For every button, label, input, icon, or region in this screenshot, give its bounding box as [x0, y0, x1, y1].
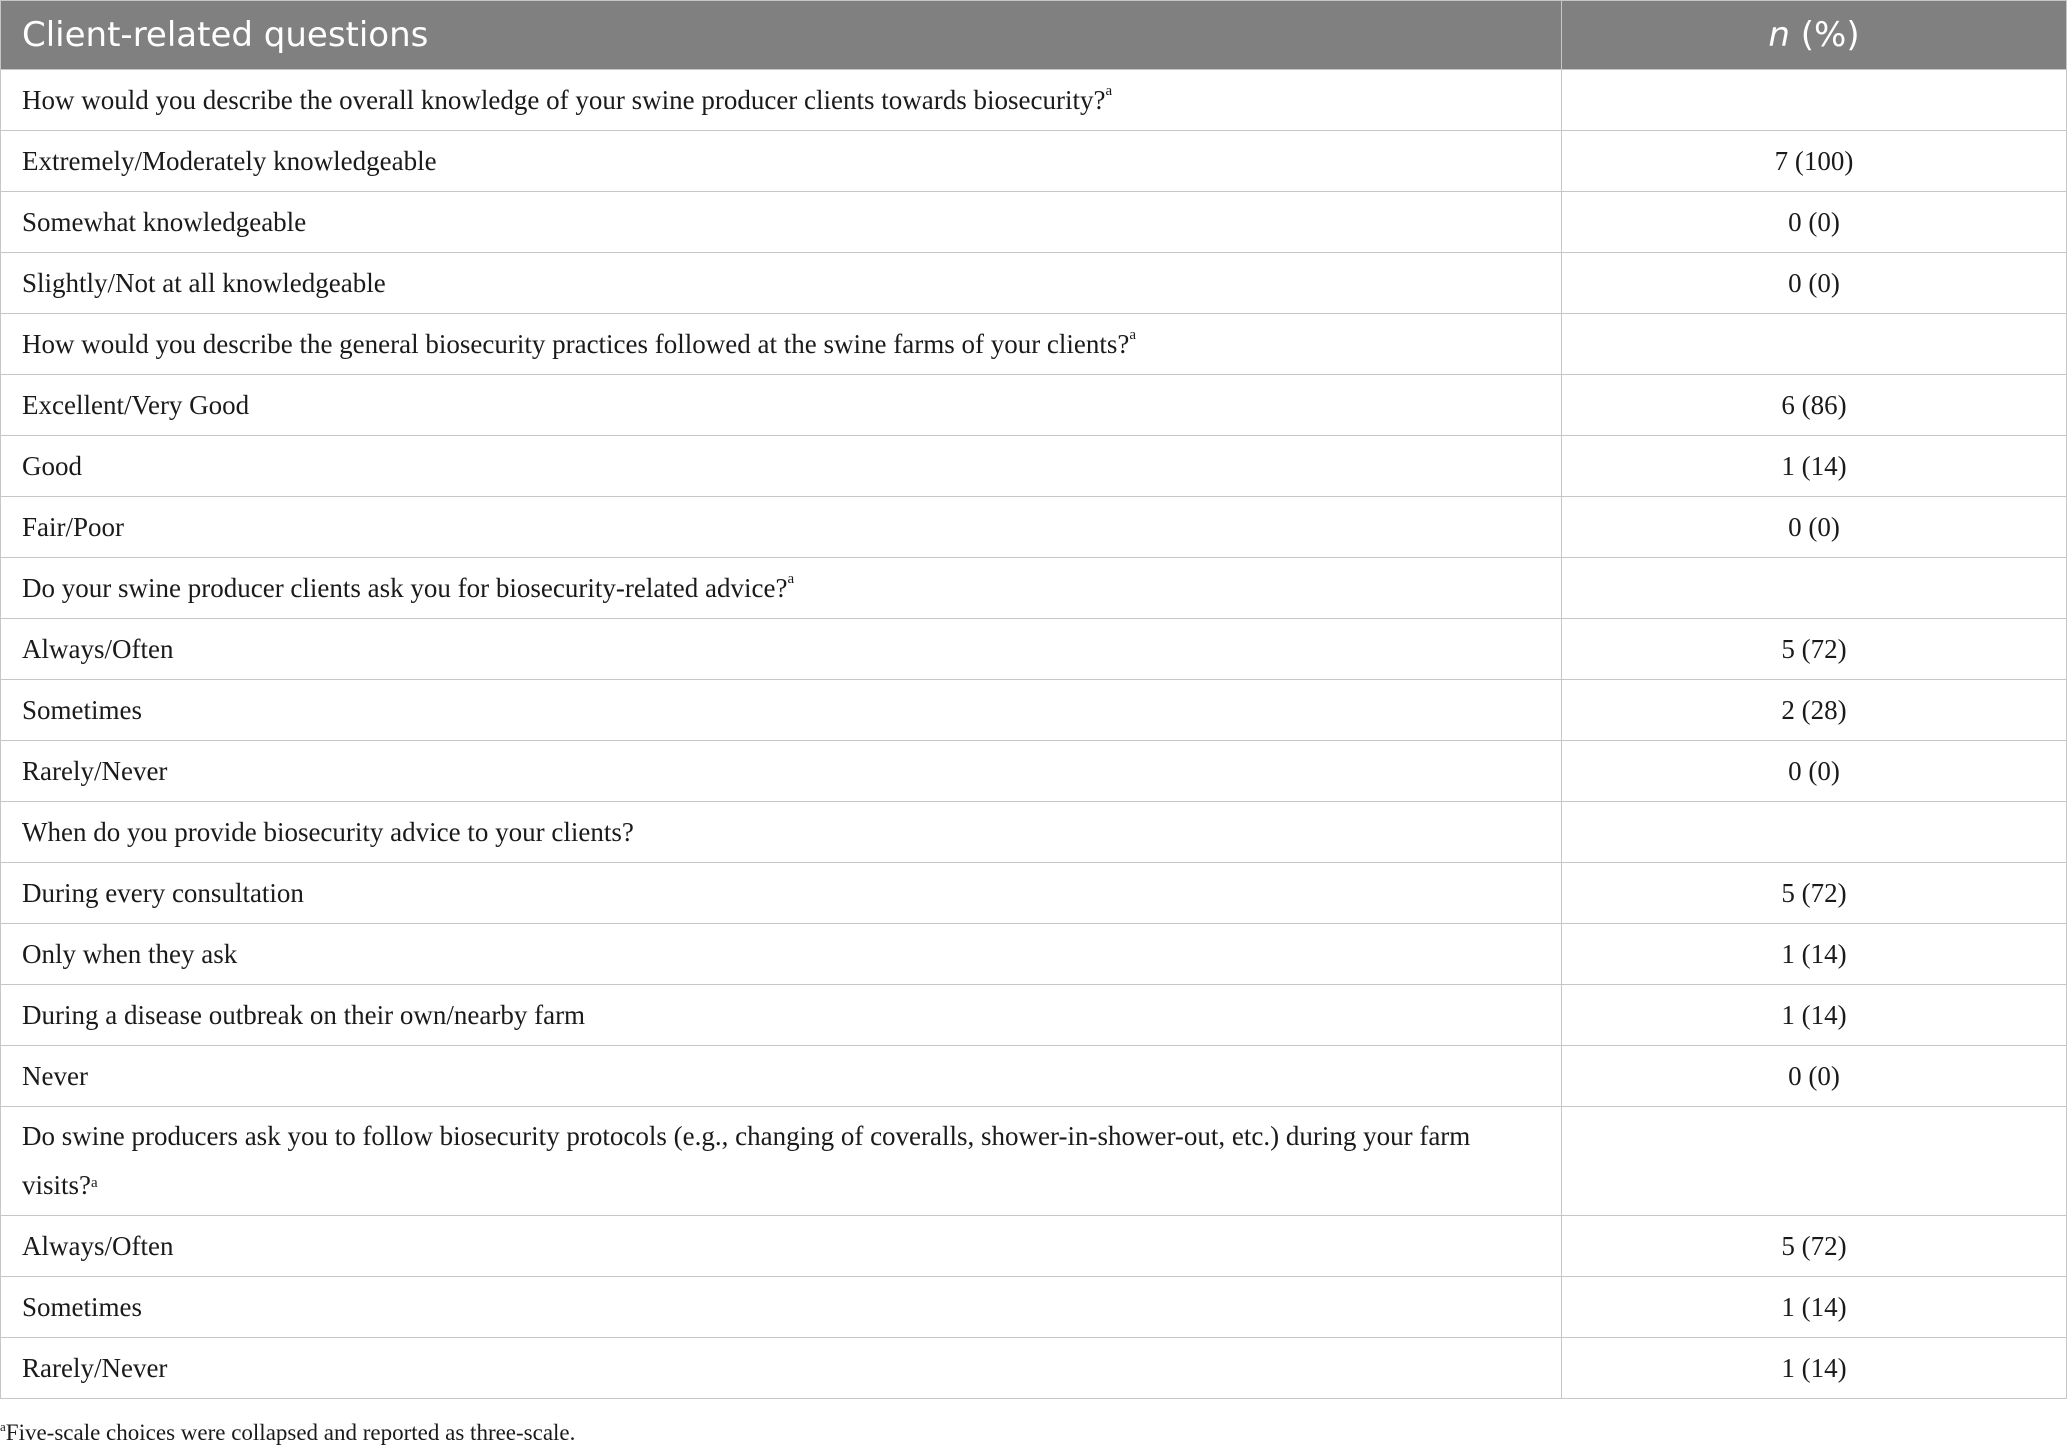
- row-label-cell: [1, 1277, 1562, 1338]
- row-value-cell: 1 (14): [1562, 985, 2067, 1046]
- row-label-cell: [1, 192, 1562, 253]
- row-value-cell: 1 (14): [1562, 1277, 2067, 1338]
- answer-row: [1, 924, 2067, 985]
- row-label-cell: [1, 314, 1562, 375]
- answer-row: [1, 1277, 2067, 1338]
- row-label-cell: [1, 802, 1562, 863]
- answer-row: [1, 1216, 2067, 1277]
- row-label: Only when they ask: [22, 938, 238, 969]
- answer-row: [1, 1046, 2067, 1107]
- row-label-cell: [1, 131, 1562, 192]
- answer-row: [1, 131, 2067, 192]
- row-value-cell: 1 (14): [1562, 436, 2067, 497]
- question-row: [1, 558, 2067, 619]
- n-symbol: n: [1768, 15, 1790, 55]
- row-label: Extremely/Moderately knowledgeable: [22, 145, 437, 176]
- row-value-cell: 0 (0): [1562, 253, 2067, 314]
- row-label-cell: [1, 1216, 1562, 1277]
- row-label-cell: [1, 985, 1562, 1046]
- row-label: Fair/Poor: [22, 511, 125, 542]
- row-label: During every consultation: [22, 877, 304, 908]
- answer-row: [1, 436, 2067, 497]
- answer-row: [1, 619, 2067, 680]
- row-value-cell: [1562, 802, 2067, 863]
- row-value-cell: 0 (0): [1562, 192, 2067, 253]
- answer-row: [1, 375, 2067, 436]
- row-label: Sometimes: [22, 1291, 142, 1322]
- row-value-cell: 0 (0): [1562, 1046, 2067, 1107]
- table-header: [1, 1, 2067, 70]
- question-row: [1, 314, 2067, 375]
- answer-row: [1, 1338, 2067, 1399]
- row-value-cell: 0 (0): [1562, 741, 2067, 802]
- row-value-cell: 5 (72): [1562, 1216, 2067, 1277]
- row-label-cell: [1, 70, 1562, 131]
- row-label-cell: [1, 1046, 1562, 1107]
- row-value-cell: 7 (100): [1562, 131, 2067, 192]
- row-label-cell: [1, 375, 1562, 436]
- row-value-cell: 6 (86): [1562, 375, 2067, 436]
- row-label-cell: [1, 680, 1562, 741]
- row-label-cell: [1, 436, 1562, 497]
- row-label: Do your swine producer clients ask you for biosecurity-related advice?: [22, 572, 788, 603]
- row-label-cell: [1, 619, 1562, 680]
- question-row: [1, 802, 2067, 863]
- footnote-ref: a: [1129, 326, 1137, 343]
- table-footnote: [0, 1420, 575, 1446]
- answer-row: [1, 741, 2067, 802]
- row-label-cell: [1, 863, 1562, 924]
- answer-row: [1, 497, 2067, 558]
- row-label: How would you describe the overall knowledge of your swine producer clients towards biosecurity?: [22, 84, 1106, 115]
- row-value-cell: 5 (72): [1562, 619, 2067, 680]
- answer-row: [1, 253, 2067, 314]
- row-value-cell: [1562, 558, 2067, 619]
- row-label-cell: [1, 924, 1562, 985]
- row-value-cell: [1562, 70, 2067, 131]
- footnote-ref: a: [787, 570, 795, 587]
- row-label-cell: [1, 1107, 1562, 1216]
- row-label: Sometimes: [22, 694, 142, 725]
- row-label-cell: [1, 253, 1562, 314]
- row-value-cell: 0 (0): [1562, 497, 2067, 558]
- percent-label: (%): [1789, 15, 1860, 55]
- answer-row: [1, 863, 2067, 924]
- question-row: [1, 70, 2067, 131]
- row-label: Rarely/Never: [22, 755, 168, 786]
- row-label: Slightly/Not at all knowledgeable: [22, 267, 386, 298]
- row-label: Always/Often: [22, 633, 174, 664]
- row-value-cell: 2 (28): [1562, 680, 2067, 741]
- row-value-cell: 1 (14): [1562, 1338, 2067, 1399]
- footnote-ref: a: [1105, 82, 1113, 99]
- row-value-cell: 5 (72): [1562, 863, 2067, 924]
- footnote-marker: a: [0, 1419, 6, 1434]
- column-header-n-percent: [1562, 1, 2067, 70]
- answer-row: [1, 985, 2067, 1046]
- row-label: When do you provide biosecurity advice to your clients?: [22, 816, 634, 847]
- table-body: [1, 70, 2067, 1399]
- column-header-questions: Client-related questions: [1, 1, 1562, 70]
- answer-row: [1, 192, 2067, 253]
- footnote-text: Five-scale choices were collapsed and reported as three-scale.: [5, 1420, 576, 1445]
- answer-row: [1, 680, 2067, 741]
- footnote-ref: a: [91, 1175, 98, 1191]
- row-label: During a disease outbreak on their own/nearby farm: [22, 999, 586, 1030]
- row-label-cell: [1, 497, 1562, 558]
- row-value-cell: [1562, 314, 2067, 375]
- row-label: Excellent/Very Good: [22, 389, 250, 420]
- row-value-cell: 1 (14): [1562, 924, 2067, 985]
- row-label: Do swine producers ask you to follow biosecurity protocols (e.g., changing of coveralls, shower-in-shower-out, etc.) during your farm visits?: [22, 1121, 1471, 1200]
- row-label-cell: [1, 741, 1562, 802]
- row-label: Somewhat knowledgeable: [22, 206, 307, 237]
- question-row: [1, 1107, 2067, 1216]
- row-label-cell: [1, 1338, 1562, 1399]
- row-label: Never: [22, 1060, 88, 1091]
- row-label: How would you describe the general biosecurity practices followed at the swine farms of your clients?: [22, 328, 1130, 359]
- row-label-cell: [1, 558, 1562, 619]
- row-label: Good: [22, 450, 82, 481]
- row-label: Always/Often: [22, 1230, 174, 1261]
- row-label: Rarely/Never: [22, 1352, 168, 1383]
- row-value-cell: [1562, 1107, 2067, 1216]
